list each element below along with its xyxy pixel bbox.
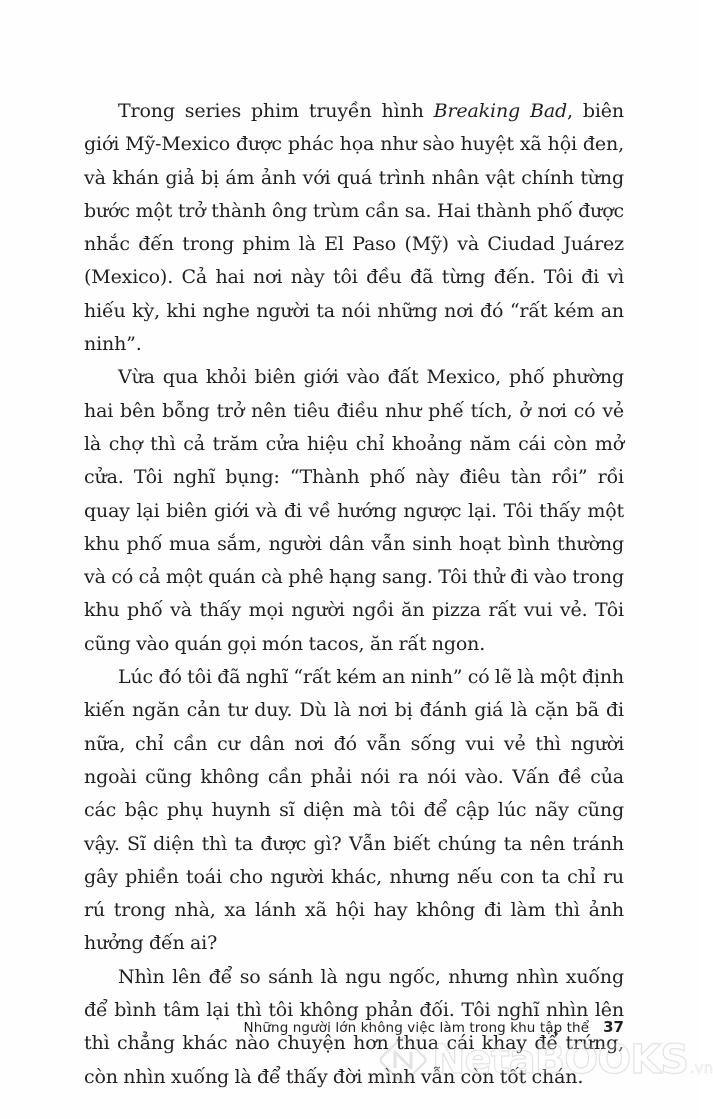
page-number: 37 [603,1018,624,1036]
watermark-suffix: .vn [690,1059,713,1077]
paragraph-4: Nhìn lên để so sánh là ngu ngốc, nhưng nhìn xuống để bình tâm lại thì tôi không phản đối. Tôi nghĩ nhìn lên thì chẳng khác nào chuyện hơn thua cái khay để trứng, còn nhìn xuống là để thấy đời mình vẫn còn tốt chán. [84,965,624,1088]
paragraph-1-start: Trong series phim truyền hình [118,100,434,122]
watermark-brand: NetaBOOKS [432,1037,689,1083]
paragraph-1-rest: , biên giới Mỹ-Mexico được phác họa như sào huyệt xã hội đen, và khán giả bị ám ảnh với quá trình nhân vật chính từng bước một trở thành ông trùm cần sa. Hai thành phố được nhắc đến trong phim là El Paso (Mỹ) và Ciudad Juárez (Mexico). Cả hai nơi này tôi đều đã từng đến. Tôi đi vì hiếu kỳ, khi nghe người ta nói những nơi đó “rất kém an ninh”. [84,100,624,356]
running-head: Những người lớn không việc làm trong khu tập thể [243,1020,590,1036]
page-footer [244,1018,624,1036]
paragraph-3: Lúc đó tôi đã nghĩ “rất kém an ninh” có lẽ là một định kiến ngăn cản tư duy. Dù là nơi bị đánh giá là cặn bã đi nữa, chỉ cần cư dân nơi đó vẫn sống vui vẻ thì người ngoài cũng không cần phải nói ra nói vào. Vấn đề của các bậc phụ huynh sĩ diện mà tôi để cập lúc nãy cũng vậy. Sĩ diện thì ta được gì? Vẫn biết chúng ta nên tránh gây phiền toái cho người khác, nhưng nếu con ta chỉ ru rú trong nhà, xa lánh xã hội hay không đi làm thì ảnh hưởng đến ai? [84,666,624,955]
paragraph-2: Vừa qua khỏi biên giới vào đất Mexico, phố phường hai bên bỗng trở nên tiêu điều như phế tích, ở nơi có vẻ là chợ thì cả trăm cửa hiệu chỉ khoảng năm cái còn mở cửa. Tôi nghĩ bụng: “Thành phố này điêu tàn rồi” rồi quay lại biên giới và đi về hướng ngược lại. Tôi thấy một khu phố mua sắm, người dân vẫn sinh hoạt bình thường và có cả một quán cà phê hạng sang. Tôi thử đi vào trong khu phố và thấy mọi người ngồi ăn pizza rất vui vẻ. Tôi cũng vào quán gọi món tacos, ăn rất ngon. [84,366,624,655]
show-title: Breaking Bad [433,100,568,122]
body-text [84,95,624,1094]
paragraph-1 [84,95,624,361]
